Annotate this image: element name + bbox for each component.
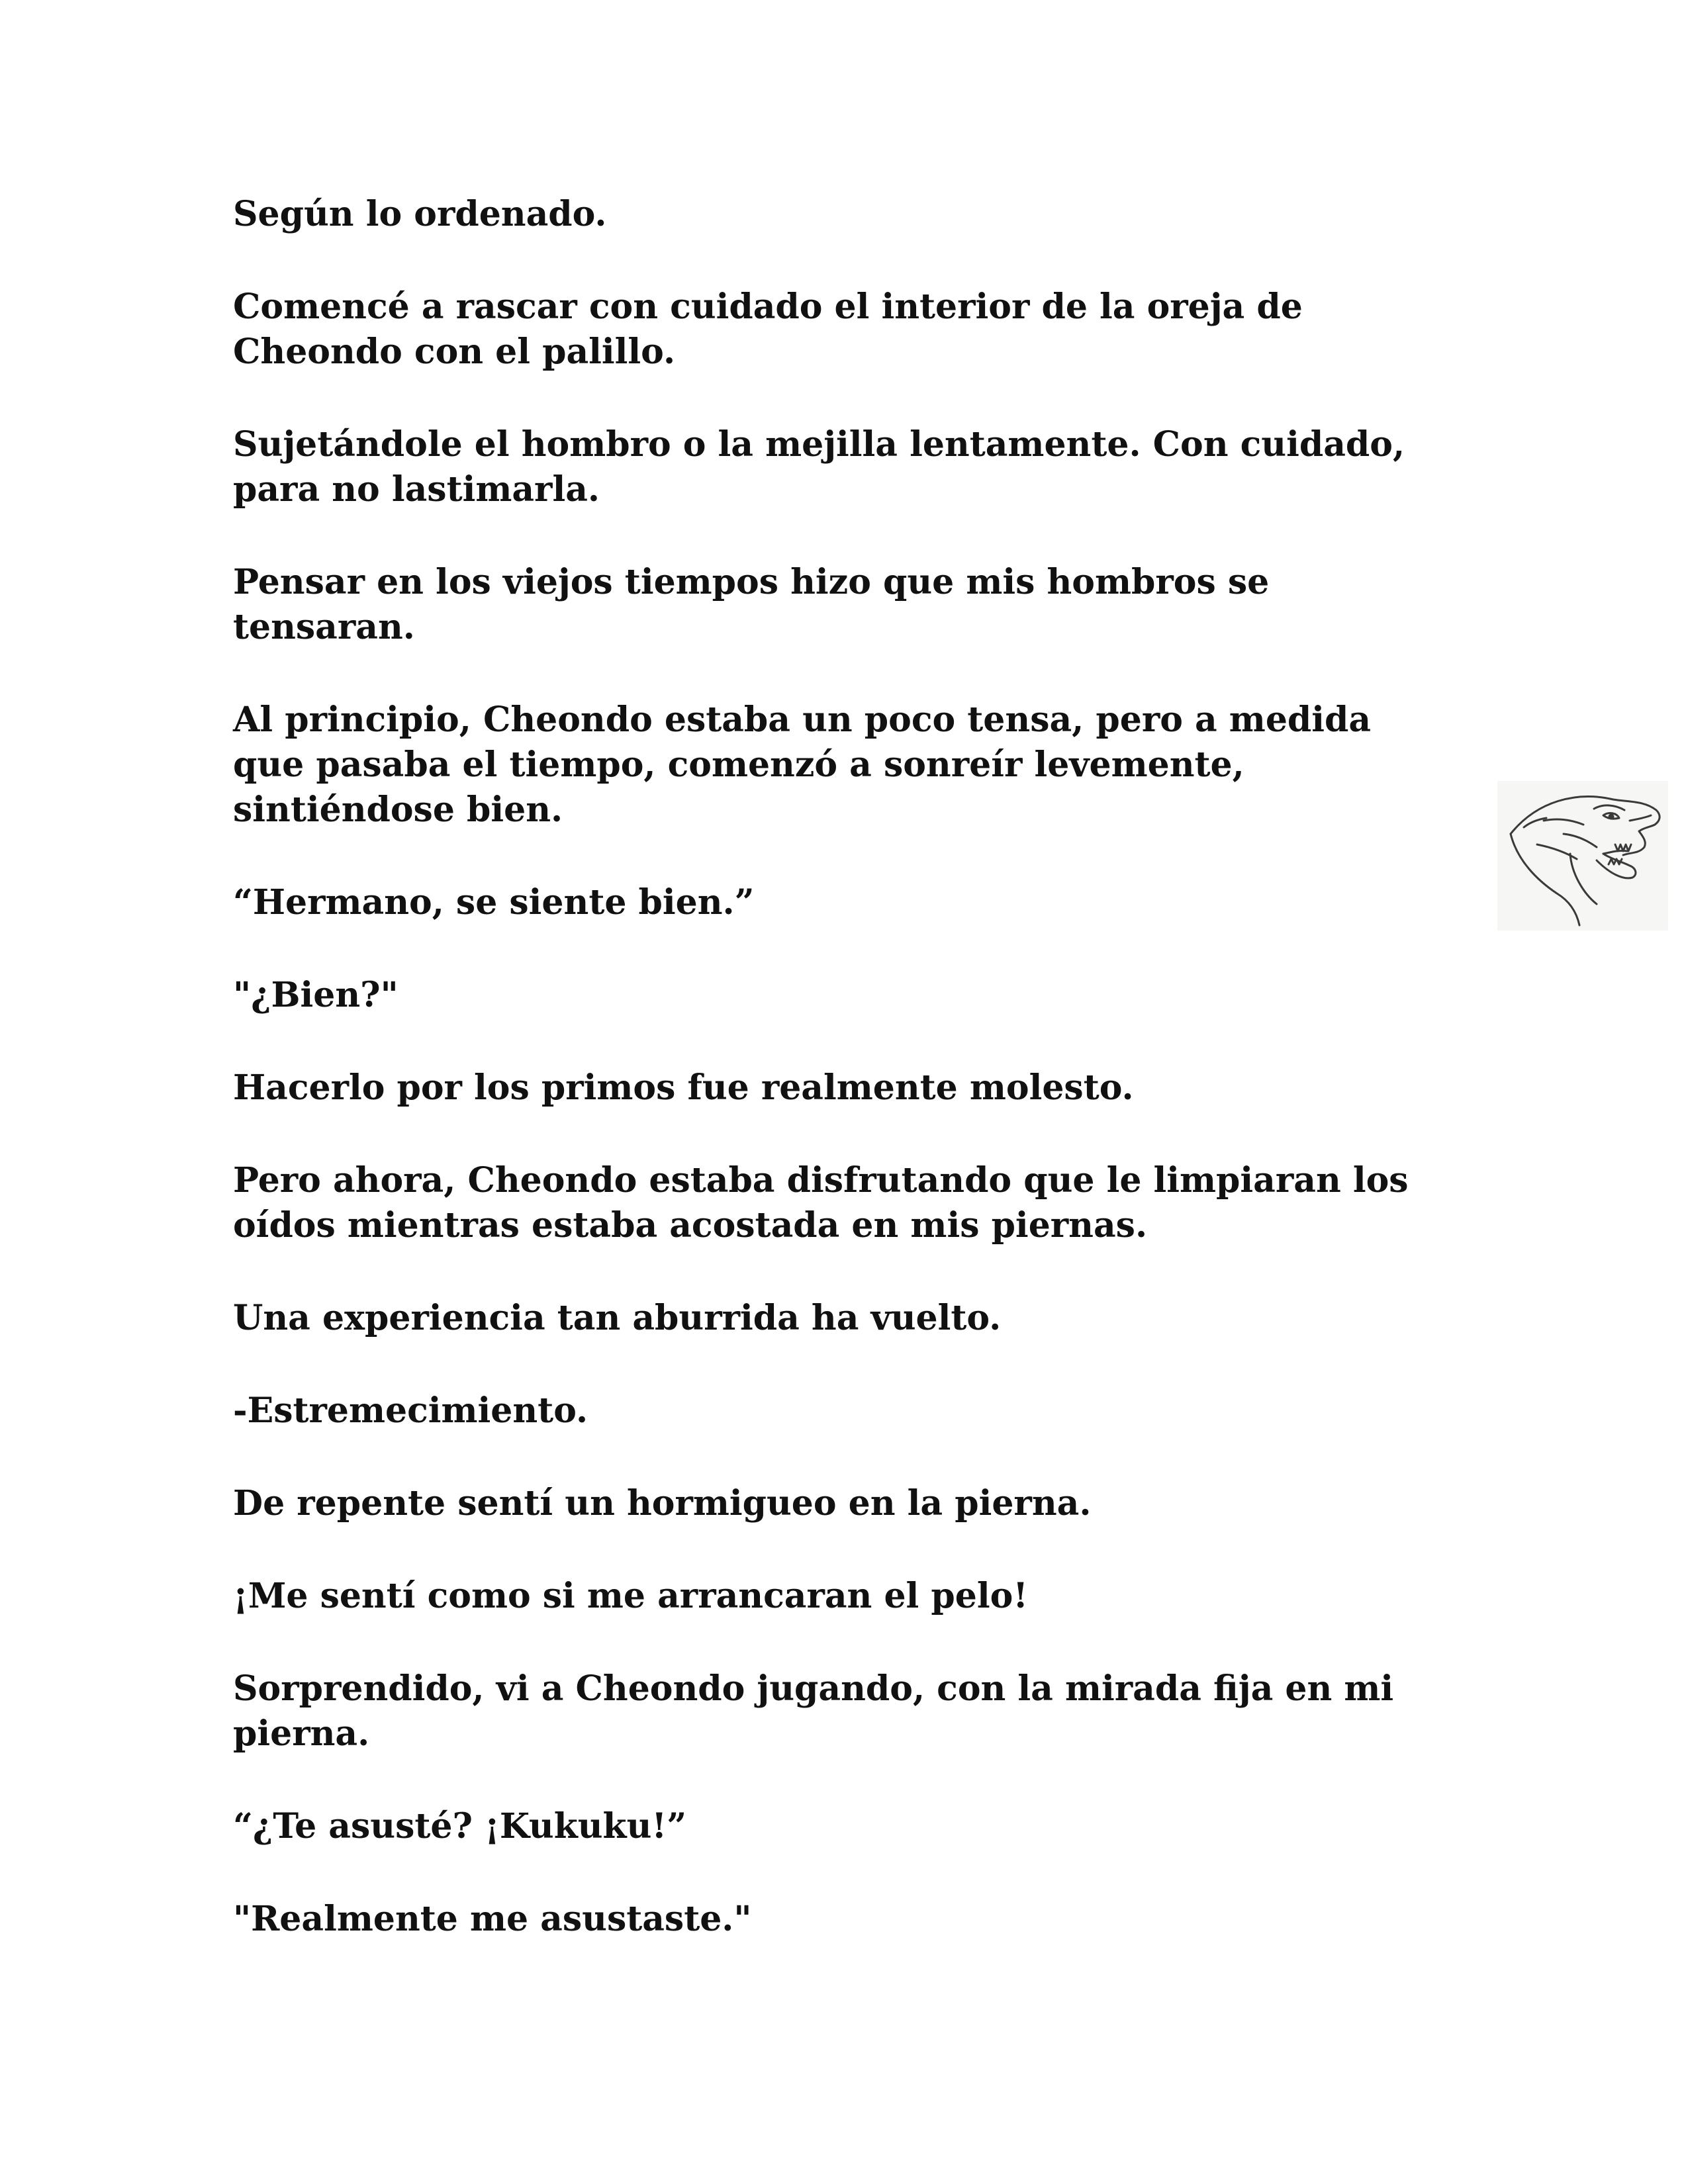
paragraph: "¿Bien?": [233, 975, 399, 1015]
paragraph: Una experiencia tan aburrida ha vuelto.: [233, 1298, 1002, 1338]
paragraph: “Hermano, se siente bien.”: [233, 882, 755, 923]
paragraph: Comencé a rascar con cuidado el interior de la oreja de Cheondo con el palillo.: [233, 287, 1303, 372]
paragraph: Según lo ordenado.: [233, 194, 607, 234]
paragraph: -Estremecimiento.: [233, 1390, 588, 1431]
dinosaur-head-icon: [1497, 781, 1668, 931]
paragraph: Al principio, Cheondo estaba un poco tensa, pero a medida que pasaba el tiempo, comenzó a sonreír levemente, sintiéndose bien.: [233, 700, 1372, 830]
paragraph: Sujetándole el hombro o la mejilla lentamente. Con cuidado, para no lastimarla.: [233, 424, 1405, 510]
paragraph: "Realmente me asustaste.": [233, 1899, 752, 1939]
document-body: [233, 192, 1491, 1989]
paragraph: De repente sentí un hormigueo en la pierna.: [233, 1483, 1092, 1524]
paragraph: Sorprendido, vi a Cheondo jugando, con la mirada fija en mi pierna.: [233, 1668, 1394, 1754]
paragraph: “¿Te asusté? ¡Kukuku!”: [233, 1806, 687, 1846]
paragraph: Pensar en los viejos tiempos hizo que mis hombros se tensaran.: [233, 562, 1270, 647]
paragraph: Hacerlo por los primos fue realmente molesto.: [233, 1068, 1134, 1108]
paragraph: Pero ahora, Cheondo estaba disfrutando que le limpiaran los oídos mientras estaba acostada en mis piernas.: [233, 1160, 1409, 1246]
paragraph: ¡Me sentí como si me arrancaran el pelo!: [233, 1576, 1029, 1616]
